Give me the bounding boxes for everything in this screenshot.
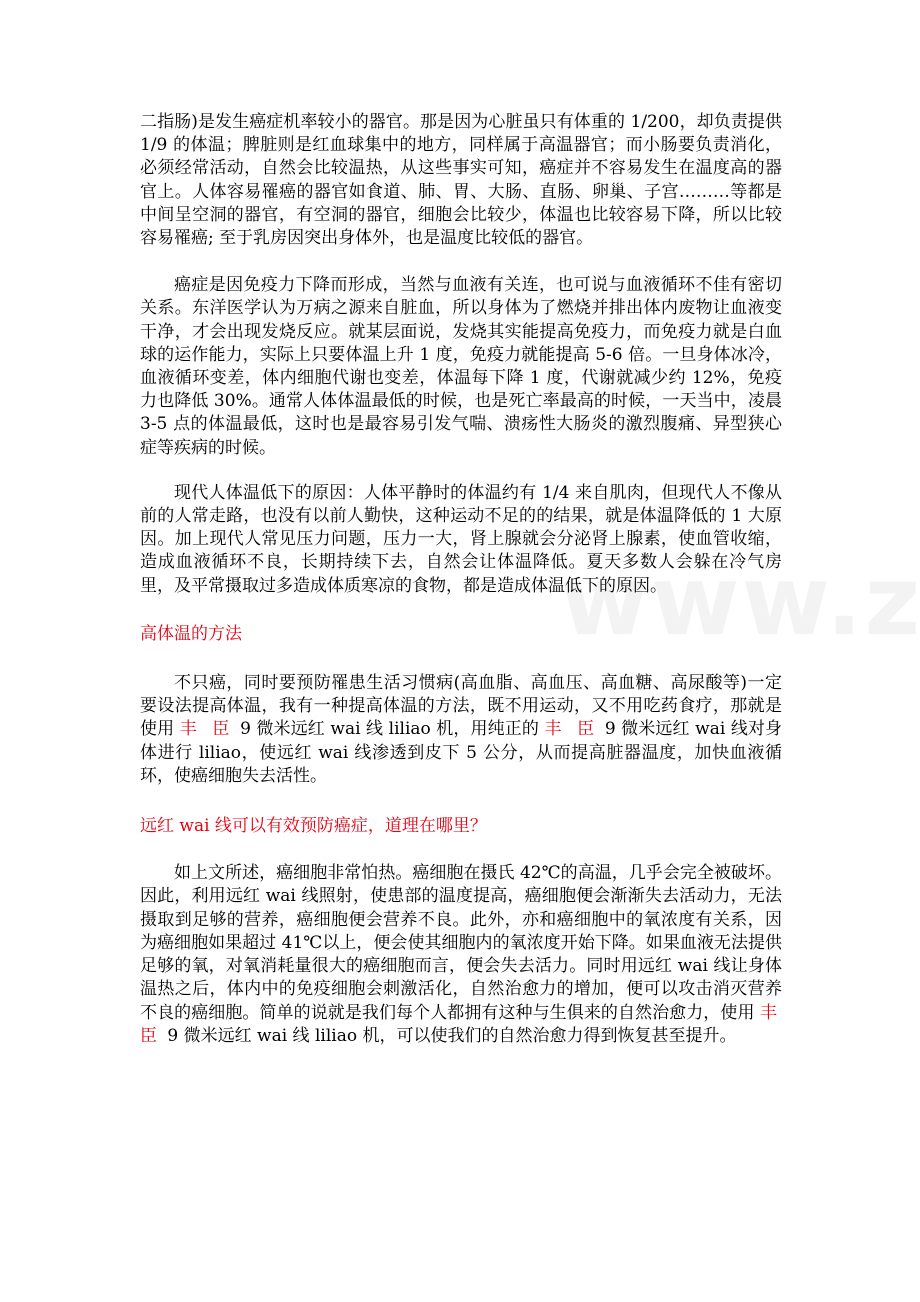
paragraph-low-temperature-causes: 现代人体温低下的原因：人体平静时的体温约有 1/4 来自肌肉，但现代人不像从前的人常走路，也没有以前人勤快，这种运动不足的的结果，就是体温降低的 1 大原因。加上现代人常见压力问题，压力一大，肾上腺就会分泌肾上腺素，使血管收缩，造成血液循环不良，长期持续下去，自然会让体温降低。夏天多数人会躲在冷气房里，及平常摄取过多造成体质寒凉的食物，都是造成体温低下的原因。 [140,482,782,596]
paragraph-infrared-reason [140,862,782,1048]
heading-infrared-prevention: 远红 wai 线可以有效预防癌症，道理在哪里？ [140,816,487,837]
reason-text-2: 9 微米远红 wai 线 liliao 机，可以使我们的自然治愈力得到恢复甚至提升。 [167,1025,737,1046]
method-text-2: 9 微米远红 wai 线 liliao 机，用纯正的 [240,719,540,740]
brand-name: 丰 臣 [140,1002,783,1046]
paragraph-method [140,672,782,788]
method-text-3: 9 微米远红 wai 线对身体进行 liliao，使远红 wai 线渗透到皮下 5 公分，从而提高脏器温度，加快血液循环，使癌细胞失去活性。 [140,719,783,786]
brand-name: 丰 臣 [179,719,235,740]
brand-name: 丰 臣 [544,719,600,740]
document-body [140,111,782,1048]
heading-raise-temperature: 高体温的方法 [140,623,242,644]
reason-text-1: 如上文所述，癌细胞非常怕热。癌细胞在摄氏 42℃的高温，几乎会完全被破坏。因此，利用远红 wai 线照射，使患部的温度提高，癌细胞便会渐渐失去活动力，无法摄取到足够的营养，癌细胞便会营养不良。此外，亦和癌细胞中的氧浓度有关系，因为癌细胞如果超过 41℃以上，便会使其细胞内的氧浓度开始下降。如果血液无法提供足够的氧，对氧消耗量很大的癌细胞而言，便会失去活力。同时用远红 wai 线让身体温热之后，体内中的免疫细胞会刺激活化，自然治愈力的增加，便可以攻击消灭营养不良的癌细胞。简单的说就是我们每个人都拥有这种与生俱来的自然治愈力，使用 [140,863,782,1023]
paragraph-immunity: 癌症是因免疫力下降而形成，当然与血液有关连，也可说与血液循环不佳有密切关系。东洋医学认为万病之源来自脏血，所以身体为了燃烧并排出体内废物让血液变干净，才会出现发烧反应。就某层面说，发烧其实能提高免疫力，而免疫力就是白血球的运作能力，实际上只要体温上升 1 度，免疫力就能提高 5-6 倍。一旦身体冰冷，血液循环变差，体内细胞代谢也变差，体温每下降 1 度，代谢就减少约 12%，免疫力也降低 30%。通常人体体温最低的时候，也是死亡率最高的时候，一天当中，凌晨 3-5 点的体温最低，这时也是最容易引发气喘、溃疡性大肠炎的激烈腹痛、异型狭心症等疾病的时候。 [140,275,782,458]
paragraph-organs: 二指肠)是发生癌症机率较小的器官。那是因为心脏虽只有体重的 1/200，却负责提供 1/9 的体温；脾脏则是红血球集中的地方，同样属于高温器官；而小肠要负责消化，必须经常活动，自然会比较温热，从这些事实可知，癌症并不容易发生在温度高的器官上。人体容易罹癌的器官如食道、肺、胃、大肠、直肠、卵巢、子宫………等都是中间呈空洞的器官，有空洞的器官，细胞会比较少，体温也比较容易下降，所以比较容易罹癌; 至于乳房因突出身体外，也是温度比较低的器官。 [140,112,782,249]
method-text-1: 不只癌，同时要预防罹患生活习惯病(高血脂、高血压、高血糖、高尿酸等)一定要设法提高体温，我有一种提高体温的方法，既不用运动，又不用吃药食疗，那就是使用 [140,673,782,740]
